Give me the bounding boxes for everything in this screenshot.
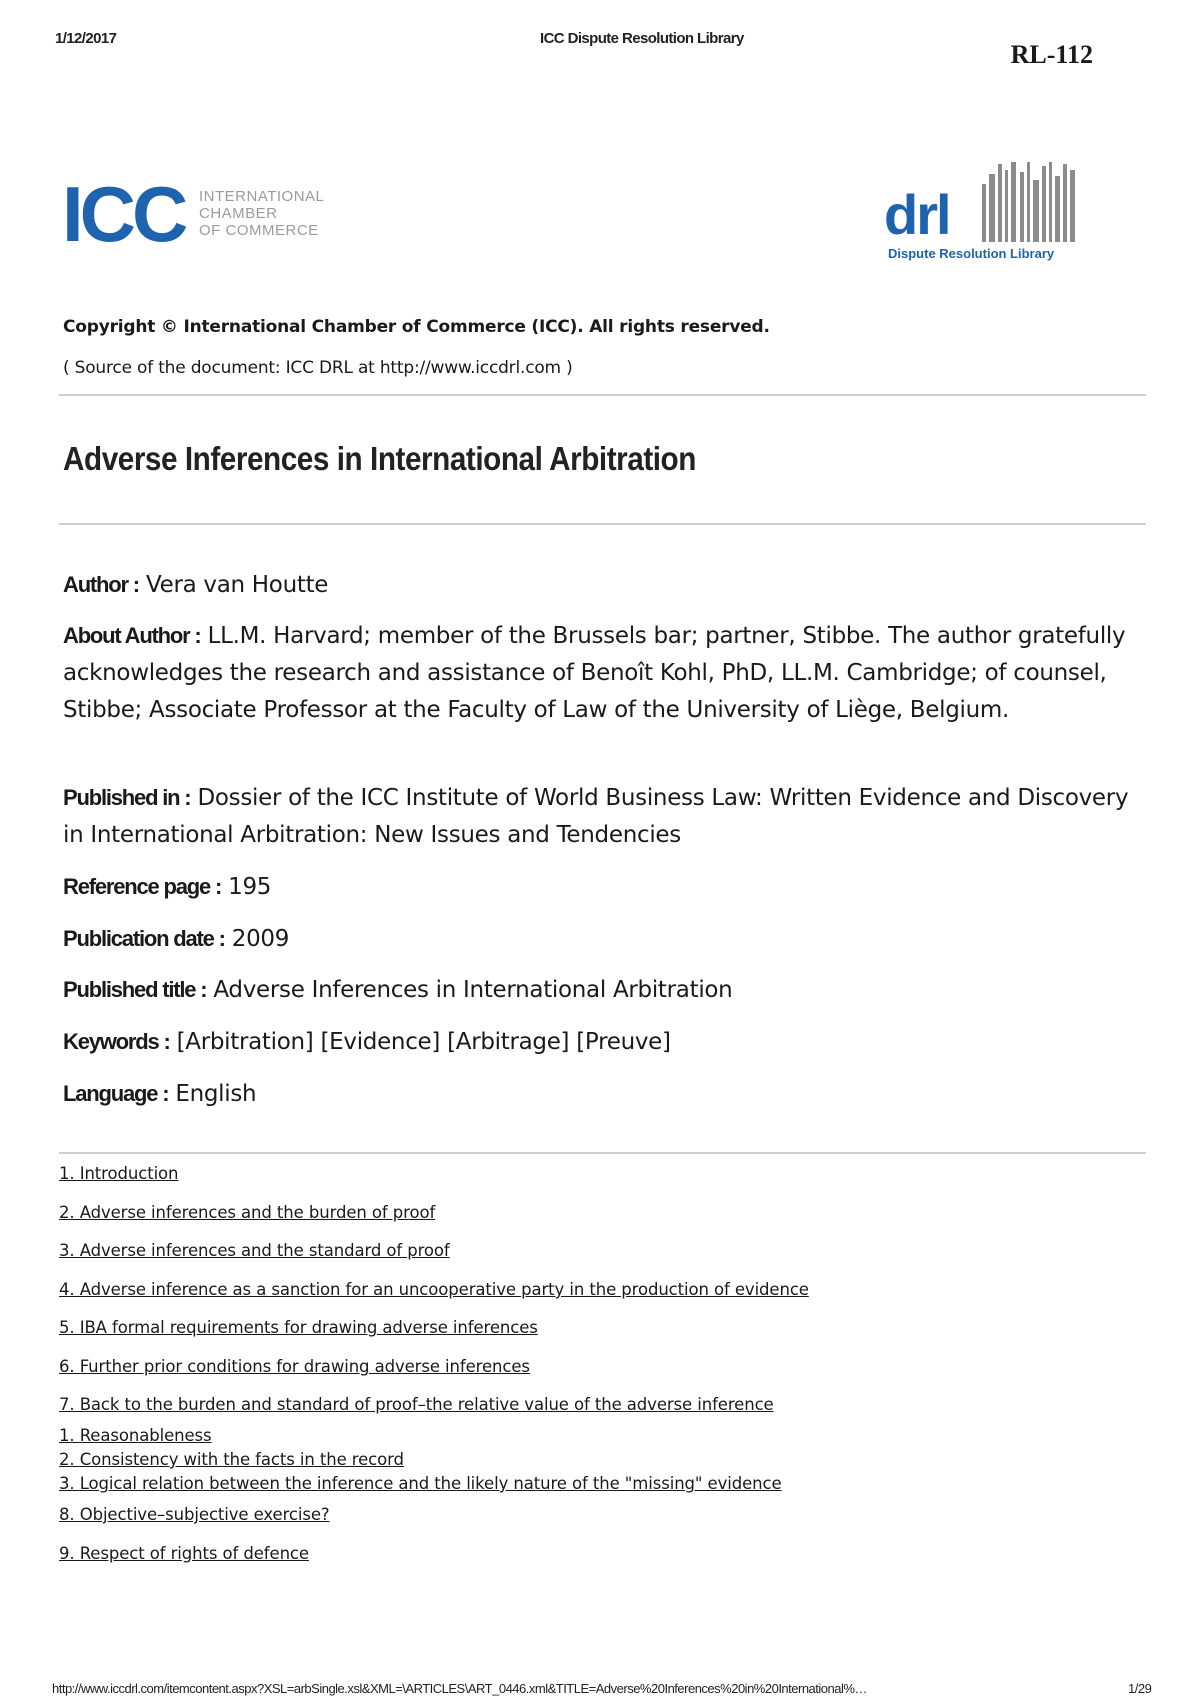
icc-logo-line: CHAMBER (199, 205, 278, 222)
print-header-title: ICC Dispute Resolution Library (540, 30, 744, 47)
meta-published-title (63, 971, 1143, 1009)
toc-link-rights-of-defence[interactable]: 9. Respect of rights of defence (59, 1544, 309, 1563)
toc-link-iba-requirements[interactable]: 5. IBA formal requirements for drawing adverse inferences (59, 1318, 538, 1337)
meta-value: [Arbitration] [Evidence] [Arbitrage] [Preuve] (176, 1029, 671, 1055)
divider (59, 394, 1146, 396)
toc-link-burden-of-proof[interactable]: 2. Adverse inferences and the burden of proof (59, 1203, 436, 1222)
meta-label: Keywords : (63, 1029, 170, 1054)
meta-value: LL.M. Harvard; member of the Brussels bar; partner, Stibbe. The author gratefully acknowledges the research and assistance of Benoît Kohl, PhD, LL.M. Cambridge; of counsel, Stibbe; Associate Professor at the Faculty of Law of the University of Liège, Belgium. (63, 623, 1126, 723)
meta-publication-date (63, 920, 1143, 958)
toc-link-logical-relation[interactable]: 3. Logical relation between the inference and the likely nature of the "missing" evidence (59, 1474, 782, 1493)
meta-value: 195 (228, 874, 272, 900)
toc-link-reasonableness[interactable]: 1. Reasonableness (59, 1426, 212, 1445)
icc-logo-line: OF COMMERCE (199, 222, 319, 239)
meta-label: Published title : (63, 977, 207, 1002)
icc-logo-text (199, 188, 324, 239)
print-footer-url: http://www.iccdrl.com/itemcontent.aspx?XSL=arbSingle.xsl&XML=\ARTICLES\ART_0446.xml&TITLE=Adverse%20Inferences%20in%20International%… (52, 1681, 867, 1696)
meta-value: 2009 (231, 926, 290, 952)
divider (59, 1152, 1146, 1154)
drl-bars-icon (980, 162, 1080, 244)
meta-label: Published in : (63, 785, 191, 810)
meta-label: About Author : (63, 623, 201, 648)
meta-published-in (63, 779, 1143, 854)
meta-reference-page (63, 868, 1143, 906)
meta-author (63, 566, 1143, 604)
toc-link-introduction[interactable]: 1. Introduction (59, 1164, 179, 1183)
toc-link-objective-subjective[interactable]: 8. Objective–subjective exercise? (59, 1505, 330, 1524)
meta-label: Language : (63, 1081, 169, 1106)
meta-label: Reference page : (63, 874, 222, 899)
toc-link-consistency[interactable]: 2. Consistency with the facts in the record (59, 1450, 404, 1469)
toc-link-prior-conditions[interactable]: 6. Further prior conditions for drawing adverse inferences (59, 1357, 530, 1376)
meta-label: Author : (63, 572, 139, 597)
meta-label: Publication date : (63, 926, 225, 951)
toc-link-standard-of-proof[interactable]: 3. Adverse inferences and the standard of proof (59, 1241, 450, 1260)
drl-logo (884, 162, 1094, 262)
source-note: ( Source of the document: ICC DRL at http://www.iccdrl.com ) (63, 358, 573, 378)
icc-logo (62, 170, 342, 258)
meta-value: Dossier of the ICC Institute of World Business Law: Written Evidence and Discovery in International Arbitration: New Issues and Tendencies (63, 785, 1129, 848)
toc-link-relative-value[interactable]: 7. Back to the burden and standard of proof–the relative value of the adverse inference (59, 1395, 774, 1414)
toc-link-sanction[interactable]: 4. Adverse inference as a sanction for an uncooperative party in the production of evidence (59, 1280, 809, 1299)
meta-language (63, 1075, 1143, 1113)
document-title: Adverse Inferences in International Arbitration (63, 440, 696, 477)
copyright-notice: Copyright © International Chamber of Commerce (ICC). All rights reserved. (63, 317, 770, 337)
meta-about-author (63, 617, 1143, 729)
drl-logo-caption: Dispute Resolution Library (888, 246, 1055, 261)
meta-value: English (175, 1081, 257, 1107)
meta-value: Adverse Inferences in International Arbitration (213, 977, 733, 1003)
divider (59, 523, 1146, 525)
meta-value: Vera van Houtte (145, 572, 329, 598)
print-date: 1/12/2017 (55, 30, 117, 47)
icc-logo-line: INTERNATIONAL (199, 188, 325, 205)
drl-logo-letters: drl (884, 183, 950, 246)
print-page-number: 1/29 (1128, 1681, 1152, 1696)
icc-logo-letters: ICC (62, 170, 185, 258)
exhibit-number: RL-112 (1010, 40, 1093, 69)
meta-keywords (63, 1023, 1143, 1061)
